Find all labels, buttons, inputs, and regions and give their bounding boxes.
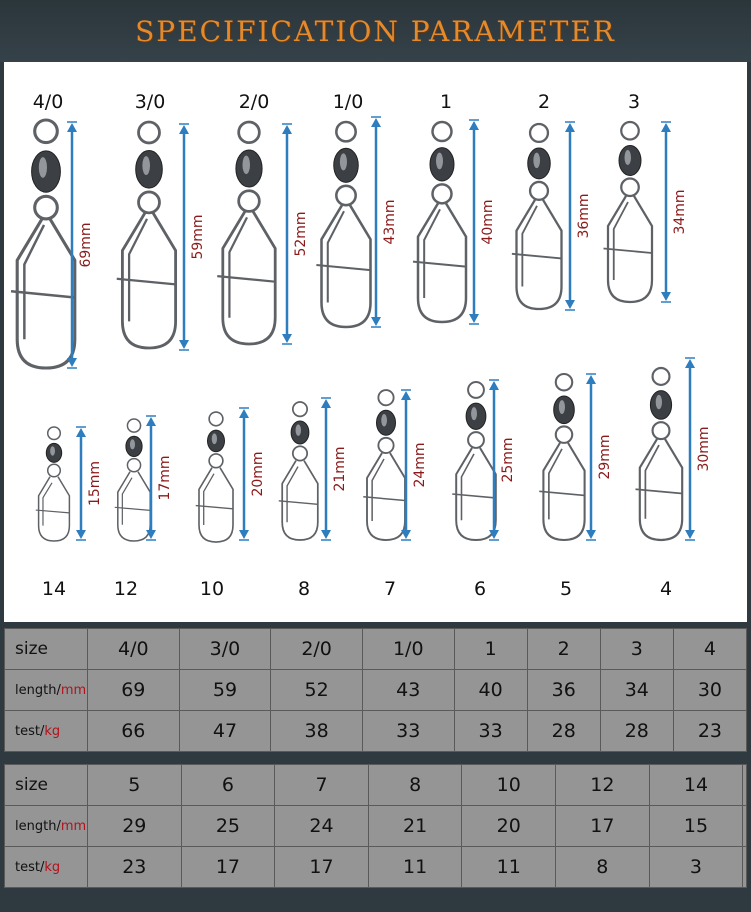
test-header: [5, 711, 88, 752]
swivel-snap-icon: [217, 122, 275, 344]
length-cell: 17: [556, 806, 650, 847]
test-cell: 17: [275, 847, 369, 888]
dimension-label: 20mm: [250, 451, 266, 497]
dimension-label: 29mm: [597, 434, 613, 480]
spec-table-2: [4, 764, 747, 888]
size-cell: 6: [181, 765, 275, 806]
length-cell: 43: [362, 670, 454, 711]
length-cell: 29: [88, 806, 182, 847]
table-row-length: [5, 806, 747, 847]
size-label: 1/0: [332, 91, 364, 113]
arrow-head-down: [401, 530, 411, 539]
dimension-arrow: [146, 416, 173, 540]
size-cell: 5: [88, 765, 182, 806]
arrow-head-up: [321, 399, 331, 408]
arrow-head-up: [146, 417, 156, 426]
swivel-snap-icon: [196, 412, 233, 542]
length-header: [5, 806, 88, 847]
swivel-illustrations: [4, 62, 747, 622]
table-row-size: [5, 765, 747, 806]
size-label: 7: [383, 578, 397, 600]
arrow-head-up: [685, 359, 695, 368]
dimension-arrow: [321, 398, 348, 540]
test-cell: [743, 847, 747, 888]
dimension-label: 15mm: [87, 460, 103, 507]
dimension-arrow: [489, 380, 516, 540]
size-cell: 4/0: [88, 629, 180, 670]
test-unit: kg: [44, 723, 61, 739]
arrow-head-up: [371, 118, 381, 127]
dimension-arrow: [371, 117, 398, 327]
size-label: 12: [113, 578, 139, 600]
test-unit: kg: [44, 859, 61, 875]
dimension-label: 40mm: [480, 199, 496, 245]
length-cell: 69: [88, 670, 180, 711]
size-cell: 1: [454, 629, 527, 670]
arrow-head-down: [321, 530, 331, 539]
swivel-snap-icon: [115, 419, 150, 541]
table-row-length: [5, 670, 747, 711]
dimension-label: 25mm: [500, 437, 516, 483]
dimension-arrow: [76, 427, 103, 540]
arrow-head-down: [371, 317, 381, 326]
swivel-snap-icon: [604, 122, 653, 302]
header-banner: [0, 0, 751, 62]
test-cell: 33: [454, 711, 527, 752]
size-label: 4: [659, 578, 673, 600]
length-cell: 21: [368, 806, 462, 847]
size-cell: 3/0: [179, 629, 271, 670]
arrow-head-up: [661, 123, 671, 132]
dimension-arrow: [661, 122, 688, 302]
length-header: [5, 670, 88, 711]
size-header: size: [5, 765, 88, 806]
swivel-snap-icon: [36, 427, 70, 541]
spec-table-1: [4, 628, 747, 752]
swivel-snap-icon: [117, 122, 176, 348]
arrow-head-down: [469, 314, 479, 323]
dimension-arrow: [586, 374, 613, 540]
size-label: 2: [537, 91, 551, 113]
arrow-head-down: [67, 358, 77, 367]
swivel-snap-icon: [512, 124, 562, 309]
arrow-head-down: [586, 530, 596, 539]
test-cell: 66: [88, 711, 180, 752]
table-separator: [0, 754, 751, 764]
arrow-head-up: [489, 381, 499, 390]
dimension-label: 30mm: [696, 426, 712, 472]
swivel-snap-icon: [539, 374, 584, 540]
swivel-snap-icon: [363, 390, 405, 540]
dimension-label: 34mm: [672, 189, 688, 235]
dimension-arrow: [469, 120, 496, 324]
length-unit: mm: [60, 818, 87, 834]
test-label: test/: [15, 723, 45, 739]
size-cell: 10: [462, 765, 556, 806]
arrow-head-up: [76, 428, 86, 437]
test-cell: 38: [271, 711, 363, 752]
arrow-head-down: [565, 300, 575, 309]
table-row-test: [5, 847, 747, 888]
size-label: 4/0: [32, 91, 64, 113]
size-label: 1: [439, 91, 453, 113]
size-label: 2/0: [238, 91, 270, 113]
size-cell: 2: [527, 629, 600, 670]
size-label: 14: [41, 578, 67, 600]
size-label: 5: [559, 578, 573, 600]
length-cell: [743, 806, 747, 847]
test-cell: 11: [462, 847, 556, 888]
table-row-test: [5, 711, 747, 752]
arrow-head-up: [469, 121, 479, 130]
swivel-snap-icon: [279, 402, 318, 540]
size-header: size: [5, 629, 88, 670]
test-cell: 8: [556, 847, 650, 888]
dimension-arrow: [67, 122, 94, 368]
arrow-head-down: [282, 334, 292, 343]
dimension-arrow: [685, 358, 712, 540]
dimension-label: 24mm: [412, 442, 428, 488]
length-cell: 15: [649, 806, 743, 847]
length-cell: 52: [271, 670, 363, 711]
size-cell: 14: [649, 765, 743, 806]
test-cell: 23: [673, 711, 746, 752]
size-label: 8: [297, 578, 311, 600]
arrow-head-up: [67, 123, 77, 132]
length-cell: 25: [181, 806, 275, 847]
arrow-head-up: [239, 409, 249, 418]
size-label: 10: [199, 578, 225, 600]
size-cell: 4: [673, 629, 746, 670]
size-cell: [743, 765, 747, 806]
table-row-size: [5, 629, 747, 670]
size-label: 3/0: [134, 91, 166, 113]
arrow-head-up: [179, 125, 189, 134]
product-image-panel: [4, 62, 747, 622]
swivel-snap-icon: [11, 120, 75, 368]
size-label: 6: [473, 578, 487, 600]
dimension-label: 43mm: [382, 199, 398, 245]
length-unit: mm: [60, 682, 87, 698]
size-label: 3: [627, 91, 641, 113]
arrow-head-up: [586, 375, 596, 384]
arrow-head-down: [685, 530, 695, 539]
dimension-label: 17mm: [157, 455, 173, 501]
arrow-head-down: [179, 340, 189, 349]
arrow-head-down: [239, 530, 249, 539]
test-cell: 28: [527, 711, 600, 752]
arrow-head-down: [661, 292, 671, 301]
length-cell: 59: [179, 670, 271, 711]
dimension-label: 69mm: [78, 222, 94, 268]
dimension-arrow: [565, 122, 592, 310]
test-cell: 11: [368, 847, 462, 888]
length-label: length/: [15, 682, 61, 698]
dimension-label: 21mm: [332, 446, 348, 492]
length-cell: 36: [527, 670, 600, 711]
size-cell: 2/0: [271, 629, 363, 670]
dimension-arrow: [282, 124, 309, 344]
dimension-label: 52mm: [293, 211, 309, 257]
length-cell: 34: [600, 670, 673, 711]
arrow-head-down: [76, 530, 86, 539]
test-cell: 33: [362, 711, 454, 752]
dimension-arrow: [179, 124, 206, 350]
test-cell: 23: [88, 847, 182, 888]
arrow-head-up: [401, 391, 411, 400]
length-cell: 20: [462, 806, 556, 847]
swivel-snap-icon: [636, 368, 683, 540]
dimension-arrow: [239, 408, 266, 540]
length-cell: 30: [673, 670, 746, 711]
swivel-snap-icon: [413, 122, 466, 322]
arrow-head-up: [565, 123, 575, 132]
test-cell: 3: [649, 847, 743, 888]
test-header: [5, 847, 88, 888]
test-cell: 47: [179, 711, 271, 752]
test-label: test/: [15, 859, 45, 875]
size-cell: 7: [275, 765, 369, 806]
size-cell: 1/0: [362, 629, 454, 670]
page-title: SPECIFICATION PARAMETER: [135, 14, 616, 48]
swivel-snap-icon: [452, 382, 496, 540]
test-cell: 17: [181, 847, 275, 888]
size-cell: 8: [368, 765, 462, 806]
length-cell: 40: [454, 670, 527, 711]
dimension-label: 36mm: [576, 193, 592, 239]
dimension-label: 59mm: [190, 214, 206, 260]
size-cell: 3: [600, 629, 673, 670]
swivel-snap-icon: [316, 122, 370, 327]
arrow-head-up: [282, 125, 292, 134]
dimension-arrow: [401, 390, 428, 540]
test-cell: 28: [600, 711, 673, 752]
length-label: length/: [15, 818, 61, 834]
length-cell: 24: [275, 806, 369, 847]
size-cell: 12: [556, 765, 650, 806]
